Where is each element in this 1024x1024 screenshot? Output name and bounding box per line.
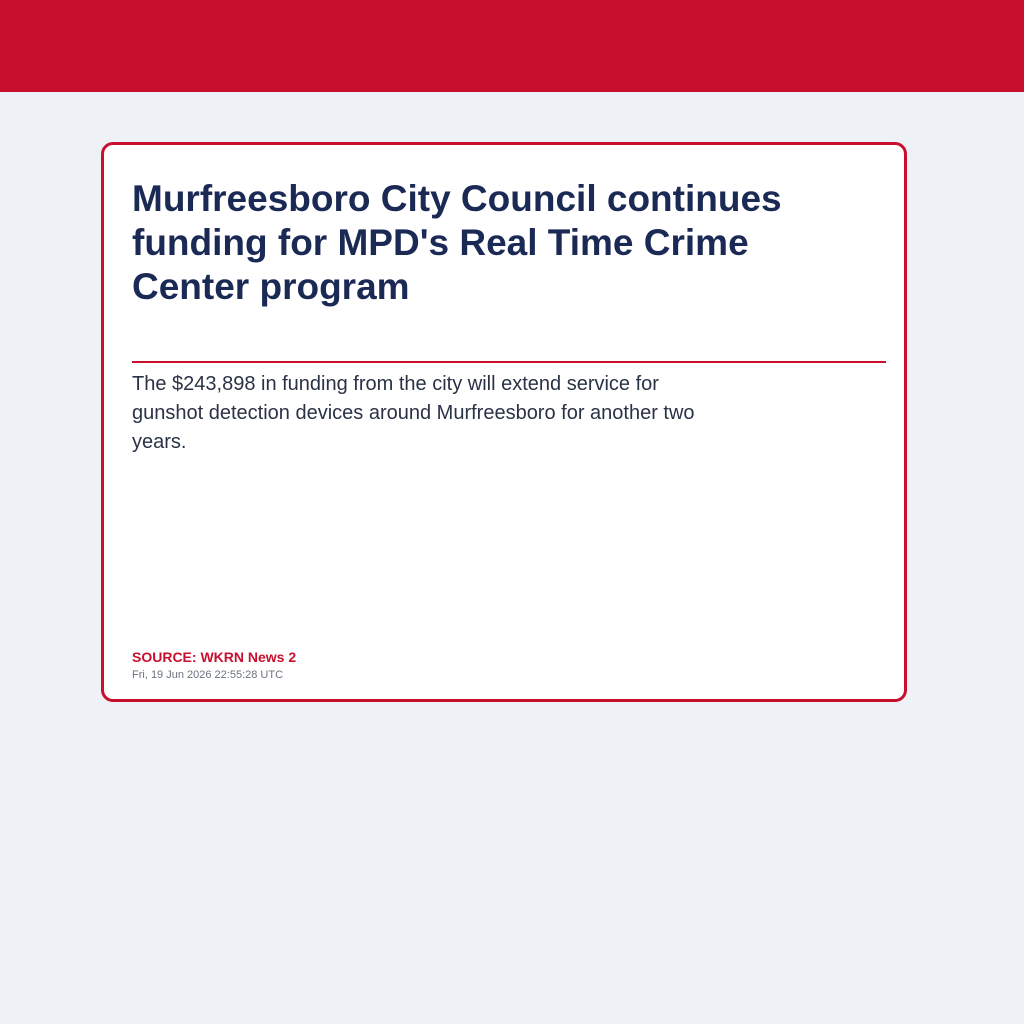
article-summary: The $243,898 in funding from the city will extend service for gunshot detection devices around Murfreesboro for another two years. <box>132 373 695 453</box>
headline[interactable]: Murfreesboro City Council continues funding for MPD's Real Time Crime Center program <box>132 178 782 307</box>
top-banner <box>0 0 1024 92</box>
headline-divider <box>132 361 886 363</box>
timestamp: Fri, 19 Jun 2026 22:55:28 UTC <box>132 669 284 681</box>
source-label: SOURCE: WKRN News 2 <box>132 649 297 665</box>
news-card[interactable] <box>101 142 907 702</box>
